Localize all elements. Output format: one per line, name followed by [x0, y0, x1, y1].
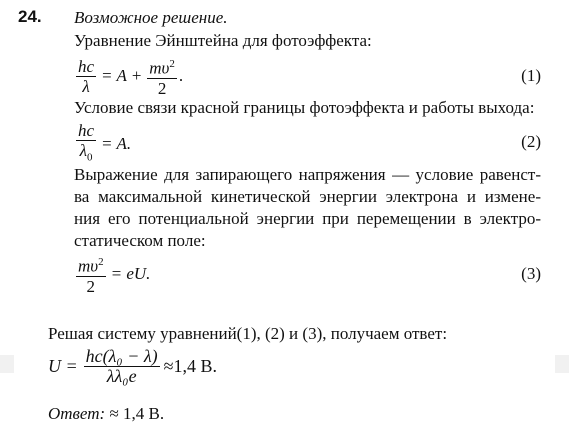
eq1-kinetic-exponent: 2 [169, 58, 175, 70]
eq1-denominator: λ [82, 76, 90, 96]
red-border-line: Условие связи красной границы фотоэффекта и работы выхода: [74, 98, 535, 117]
equation-2 [74, 121, 134, 167]
eq4-numerator: hc(λ₀ − λ) [85, 346, 158, 366]
einstein-line: Уравнение Эйнштейна для фотоэффекта: [74, 31, 372, 50]
scan-band-right [555, 355, 569, 373]
eq2-denominator [78, 141, 95, 167]
answer-line [48, 404, 164, 424]
eq3-m-v: mυ [78, 256, 99, 276]
eq3-rhs: = eU. [110, 264, 151, 284]
eq2-numerator: hc [78, 121, 95, 140]
answer-label: Ответ: [48, 404, 106, 423]
eq4-result: ≈1,4 В. [163, 356, 218, 376]
eq4-fraction [84, 347, 160, 386]
answer-value: ≈ 1,4 В. [109, 404, 165, 423]
scan-band-left [0, 355, 14, 373]
paragraph-line-3: ния его потенциальной энергии при перемещении в электро- [74, 209, 541, 228]
solution-heading: Возможное решение. [74, 8, 228, 27]
eq3-fraction [76, 253, 106, 296]
eq1-kinetic-denominator: 2 [157, 78, 167, 98]
equation-3 [74, 253, 153, 296]
equation-1-label: (1) [521, 66, 541, 85]
eq2-fraction [76, 121, 96, 167]
eq1-fraction-kinetic [147, 55, 177, 98]
eq1-kinetic-numerator [147, 55, 177, 79]
paragraph-line-2: ва максимальной кинетической энергии электрона и измене- [74, 187, 541, 206]
eq4-denominator: λλ₀e [106, 366, 137, 386]
eq1-kinetic-m-v: mυ [149, 58, 170, 78]
eq1-equals-a: = A + [101, 66, 143, 86]
eq4-lhs: U = [48, 356, 78, 376]
solving-line: Решая систему уравнений(1), (2) и (3), получаем ответ: [48, 324, 448, 343]
eq2-rhs: = A. [101, 134, 132, 154]
paragraph-line-1: Выражение для запирающего напряжения — условие равенст- [74, 165, 541, 184]
eq1-numerator: hc [78, 56, 95, 76]
equation-4 [48, 347, 217, 386]
eq1-fraction-hc-lambda [76, 57, 96, 96]
problem-number: 24. [18, 7, 42, 26]
eq1-period: . [178, 66, 184, 86]
paragraph-line-4: статическом поле: [74, 231, 206, 250]
equation-2-label: (2) [521, 132, 541, 151]
eq2-lambda-subscript: 0 [86, 151, 93, 164]
eq3-exponent: 2 [98, 256, 104, 268]
equation-3-label: (3) [521, 264, 541, 283]
eq2-lambda: λ [79, 141, 87, 160]
eq3-numerator [76, 253, 106, 277]
eq3-denominator: 2 [86, 276, 96, 296]
equation-1 [74, 55, 183, 98]
